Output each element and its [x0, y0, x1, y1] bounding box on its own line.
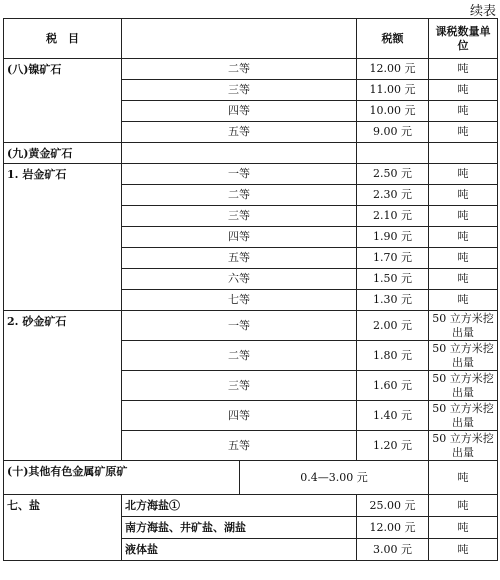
rate-cell: 1.50 元 — [357, 269, 429, 290]
empty-cell — [122, 143, 357, 164]
rate-cell: 2.00 元 — [357, 311, 429, 341]
rate-cell: 2.50 元 — [357, 164, 429, 185]
tax-rate-table — [3, 18, 498, 561]
rate-cell: 2.30 元 — [357, 185, 429, 206]
unit-cell: 吨 — [429, 290, 498, 311]
rate-cell: 1.30 元 — [357, 290, 429, 311]
unit-cell: 吨 — [429, 59, 498, 80]
grade-cell: 四等 — [122, 227, 357, 248]
header-item: 税 目 — [4, 19, 122, 59]
table-row — [4, 164, 498, 185]
salt-type-cell: 液体盐 — [122, 539, 357, 561]
grade-cell: 三等 — [122, 80, 357, 101]
unit-cell: 吨 — [429, 517, 498, 539]
rate-cell: 11.00 元 — [357, 80, 429, 101]
table-row — [4, 143, 498, 164]
header-subitem — [122, 19, 357, 59]
empty-cell — [357, 143, 429, 164]
group-name: 2. 砂金矿石 — [4, 311, 122, 461]
unit-cell: 吨 — [429, 495, 498, 517]
unit-cell: 吨 — [429, 269, 498, 290]
group-name: (九)黄金矿石 — [4, 143, 122, 164]
unit-cell: 吨 — [429, 122, 498, 143]
continued-label: 续表 — [469, 4, 496, 19]
rate-cell: 1.40 元 — [357, 401, 429, 431]
unit-cell: 吨 — [429, 185, 498, 206]
group-name: 1. 岩金矿石 — [4, 164, 122, 311]
rate-cell: 1.90 元 — [357, 227, 429, 248]
group-name: 七、盐 — [4, 495, 122, 561]
grade-cell: 四等 — [122, 101, 357, 122]
header-rate: 税额 — [357, 19, 429, 59]
table-row — [4, 59, 498, 80]
grade-cell: 二等 — [122, 341, 357, 371]
group-name: (十)其他有色金属矿原矿 — [4, 461, 240, 495]
empty-cell — [429, 143, 498, 164]
unit-cell: 50 立方米挖出量 — [429, 311, 498, 341]
grade-cell: 五等 — [122, 248, 357, 269]
rate-cell: 12.00 元 — [357, 59, 429, 80]
unit-cell: 吨 — [429, 80, 498, 101]
rate-cell: 3.00 元 — [357, 539, 429, 561]
unit-cell: 吨 — [429, 164, 498, 185]
unit-cell: 吨 — [429, 248, 498, 269]
unit-cell: 吨 — [429, 101, 498, 122]
grade-cell: 五等 — [122, 431, 357, 461]
unit-cell: 吨 — [429, 461, 498, 495]
rate-cell: 10.00 元 — [357, 101, 429, 122]
salt-type-cell: 南方海盐、井矿盐、湖盐 — [122, 517, 357, 539]
unit-cell: 吨 — [429, 206, 498, 227]
grade-cell: 三等 — [122, 371, 357, 401]
grade-cell: 二等 — [122, 59, 357, 80]
rate-cell: 1.20 元 — [357, 431, 429, 461]
salt-type-cell: 北方海盐① — [122, 495, 357, 517]
unit-cell: 吨 — [429, 227, 498, 248]
rate-cell: 9.00 元 — [357, 122, 429, 143]
table-row — [4, 461, 498, 495]
rate-cell: 2.10 元 — [357, 206, 429, 227]
table-header-row — [4, 19, 498, 59]
grade-cell: 五等 — [122, 122, 357, 143]
grade-cell: 六等 — [122, 269, 357, 290]
grade-cell: 一等 — [122, 311, 357, 341]
rate-cell: 12.00 元 — [357, 517, 429, 539]
group-name: (八)镍矿石 — [4, 59, 122, 143]
grade-cell: 二等 — [122, 185, 357, 206]
rate-cell: 25.00 元 — [357, 495, 429, 517]
unit-cell: 50 立方米挖出量 — [429, 431, 498, 461]
unit-cell: 吨 — [429, 539, 498, 561]
table-row — [4, 495, 498, 517]
rate-cell: 1.70 元 — [357, 248, 429, 269]
table-row — [4, 311, 498, 341]
grade-cell: 一等 — [122, 164, 357, 185]
header-unit: 课税数量单位 — [429, 19, 498, 59]
rate-range-cell: 0.4—3.00 元 — [240, 461, 429, 495]
unit-cell: 50 立方米挖出量 — [429, 341, 498, 371]
grade-cell: 四等 — [122, 401, 357, 431]
grade-cell: 七等 — [122, 290, 357, 311]
rate-cell: 1.80 元 — [357, 341, 429, 371]
rate-cell: 1.60 元 — [357, 371, 429, 401]
unit-cell: 50 立方米挖出量 — [429, 371, 498, 401]
grade-cell: 三等 — [122, 206, 357, 227]
unit-cell: 50 立方米挖出量 — [429, 401, 498, 431]
